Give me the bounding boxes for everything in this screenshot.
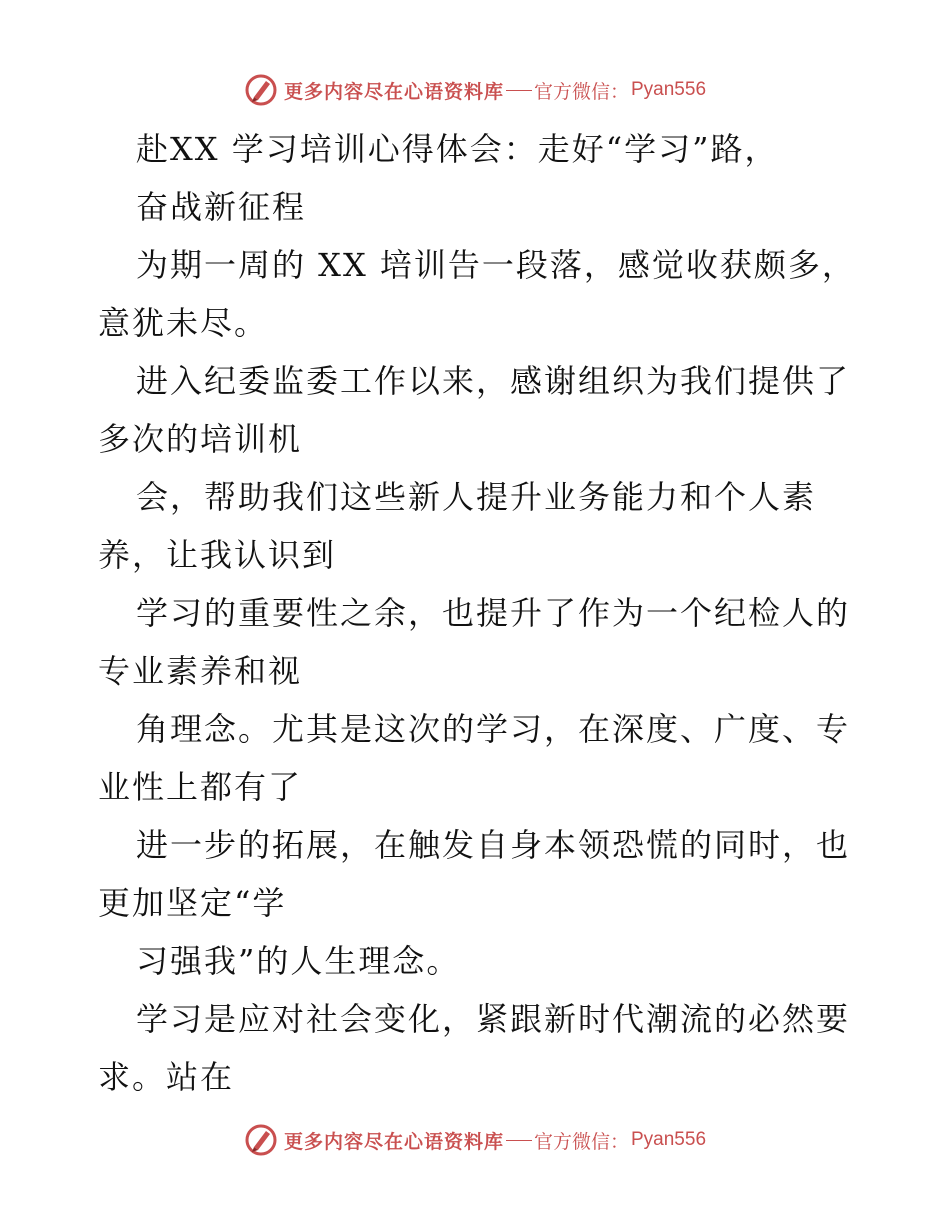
banner-wechat-label: 官方微信：: [533, 80, 629, 103]
text-line: 奋战新征程: [136, 188, 307, 226]
text-line: 进入纪委监委工作以来，感谢组织为我们提供了: [136, 362, 851, 400]
text-line: 进一步的拓展，在触发自身本领恐慌的同时，也: [136, 826, 851, 864]
text-line: 赴XX 学习培训心得体会：走好“学习”路，: [136, 130, 779, 168]
banner-wechat-label: 官方微信：: [533, 1130, 629, 1153]
text-line: 为期一周的 XX 培训告一段落，感觉收获颇多，: [136, 246, 856, 284]
banner-wechat-id: Pyan556: [631, 79, 707, 100]
pen-logo-icon: [244, 1123, 278, 1157]
footer-banner: [0, 1120, 950, 1160]
banner-wechat-id: Pyan556: [631, 1129, 707, 1150]
pen-logo-icon: [244, 73, 278, 107]
text-line: 多次的培训机: [98, 420, 303, 458]
text-line: 学习是应对社会变化，紧跟新时代潮流的必然要: [136, 1000, 851, 1038]
document-body: [98, 120, 858, 1106]
text-line: 更加坚定“学: [98, 884, 287, 922]
banner-divider: [506, 90, 532, 91]
header-banner: [0, 70, 950, 110]
text-line: 学习的重要性之余，也提升了作为一个纪检人的: [136, 594, 851, 632]
banner-text: 更多内容尽在心语资料库: [283, 80, 504, 103]
text-line: 养，让我认识到: [98, 536, 337, 574]
banner-text: 更多内容尽在心语资料库: [283, 1130, 504, 1153]
text-line: 意犹未尽。: [98, 304, 269, 342]
text-line: 角理念。尤其是这次的学习，在深度、广度、专: [136, 710, 851, 748]
text-line: 求。站在: [98, 1058, 235, 1096]
text-line: 会，帮助我们这些新人提升业务能力和个人素: [136, 478, 817, 516]
text-line: 习强我”的人生理念。: [136, 942, 461, 980]
text-line: 专业素养和视: [98, 652, 303, 690]
banner-divider: [506, 1140, 532, 1141]
text-line: 业性上都有了: [98, 768, 303, 806]
